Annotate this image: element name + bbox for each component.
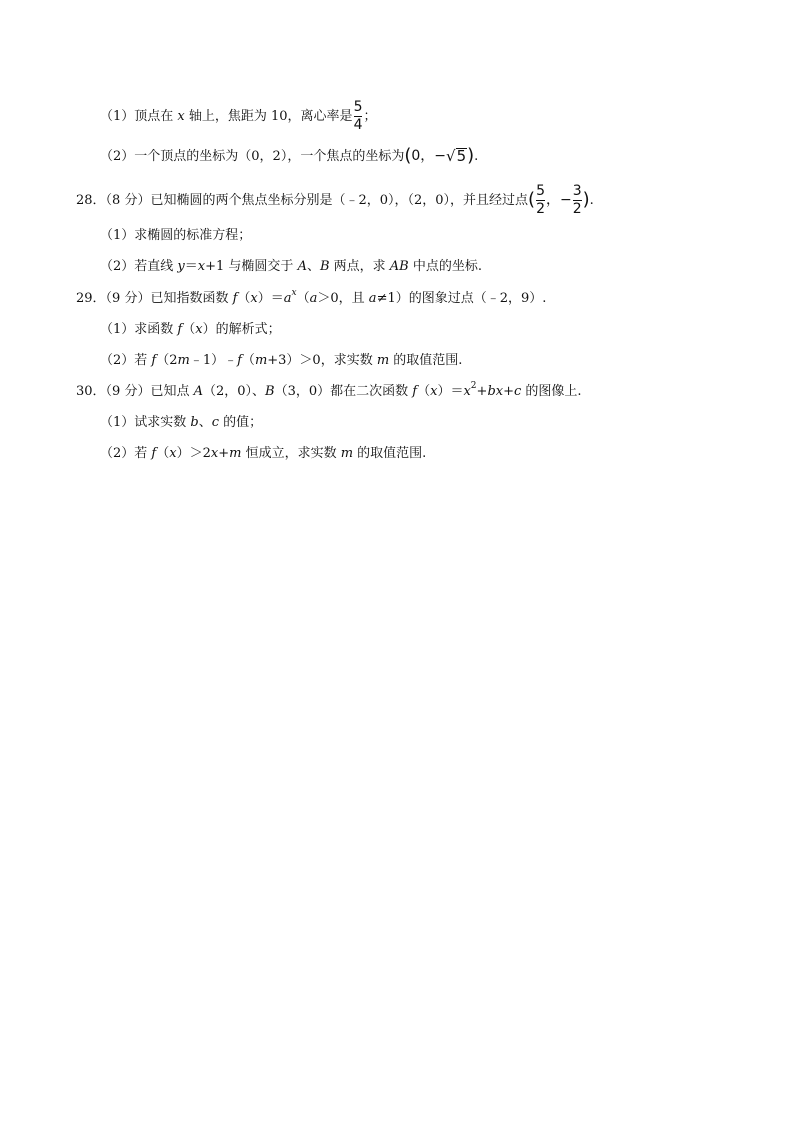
question-28: 28．（8 分）已知椭圆的两个焦点坐标分别是（﹣2，0），（2，0），并且经过点 ( $\frac{5}{2}$ ， − $\frac{3}{2}$ ) .: [76, 183, 594, 217]
question-27-part-1: （1）顶点在 x 轴上，焦距为 10，离心率是 $\frac{5}{4}$ ；: [100, 99, 377, 133]
question-28-part-2: （2）若直线 y ＝ x +1 与椭圆交于 A 、 B 两点，求 AB 中点的坐标.: [100, 259, 483, 274]
question-30: 30．（9 分）已知点 A （2，0）、 B （3，0）都在二次函数 f （ x ）＝ x $^2$ + bx + c 的图像上.: [76, 381, 582, 399]
fraction-eccentricity: $\frac{5}{4}$: [353, 99, 363, 133]
fraction-x-coordinate: $\frac{5}{2}$: [536, 183, 545, 217]
sqrt-expression: √ 5: [446, 147, 467, 165]
question-29-part-1: （1）求函数 f （ x ）的解析式；: [100, 322, 281, 337]
question-30-part-2: （2）若 f （ x ）＞2 x + m 恒成立，求实数 m 的取值范围.: [100, 446, 427, 461]
question-29: 29．（9 分）已知指数函数 f （ x ）＝ a $^x$ （ a ＞0，且 a ≠1）的图象过点（﹣2，9）.: [76, 288, 547, 306]
question-30-part-1: （1）试求实数 b 、 c 的值；: [100, 415, 263, 430]
question-27-part-2: （2）一个顶点的坐标为（0，2），一个焦点的坐标为 ( 0， − √ 5 ) .: [100, 145, 479, 166]
question-29-part-2: （2）若 f （2 m ﹣1）﹣ f （ m +3）＞0，求实数 m 的取值范围.: [100, 353, 463, 368]
fraction-y-coordinate: $\frac{3}{2}$: [572, 183, 582, 217]
question-28-part-1: （1）求椭圆的标准方程；: [100, 228, 252, 243]
